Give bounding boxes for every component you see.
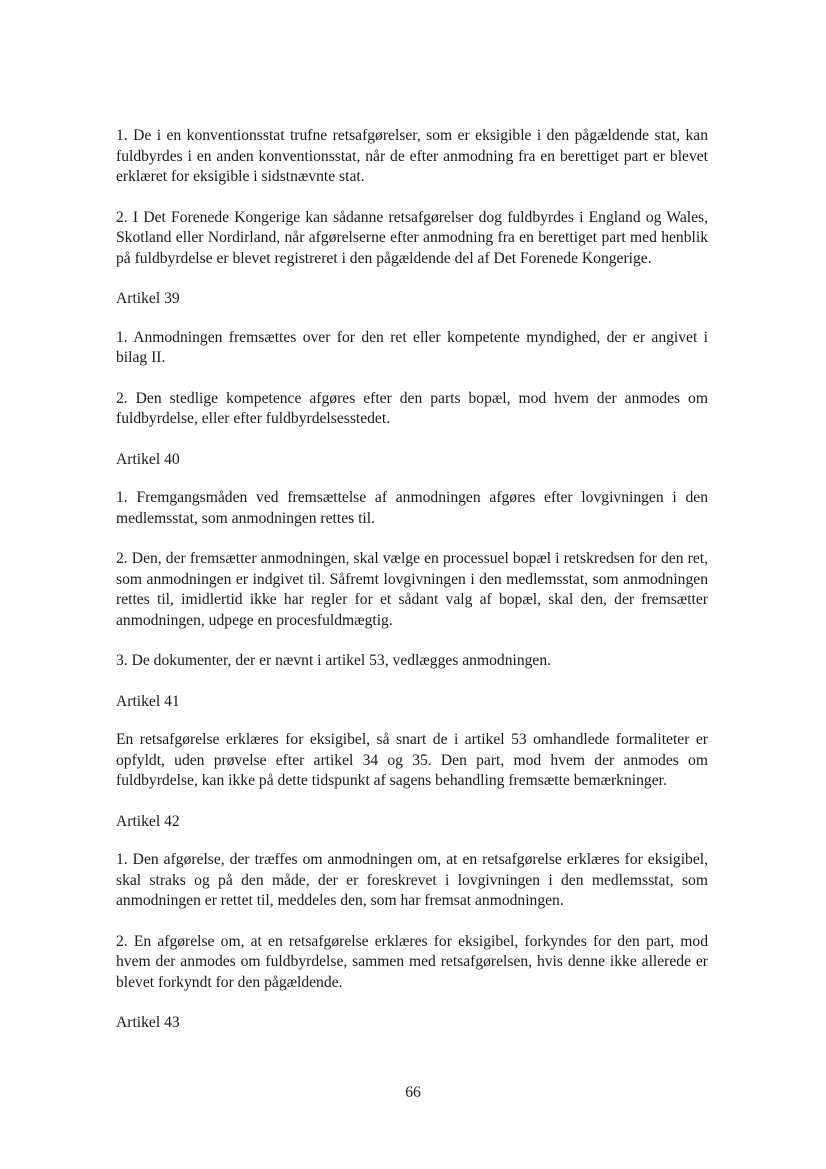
paragraph-art40-2: 2. Den, der fremsætter anmodningen, skal vælge en processuel bopæl i retskredsen for den ret, som anmodningen er indgivet til. Såfremt lovgivningen i den medlemsstat, som anmodningen rettes til, imidlertid ikke har regler for et sådant valg af bopæl, skal den, der fremsætter anmodningen, udpege en procesfuldmægtig. bbox=[116, 550, 708, 629]
heading-artikel-40: Artikel 40 bbox=[116, 450, 180, 468]
heading-artikel-42: Artikel 42 bbox=[116, 812, 180, 830]
heading-artikel-41: Artikel 41 bbox=[116, 692, 180, 710]
heading-artikel-43: Artikel 43 bbox=[116, 1014, 180, 1031]
document-body bbox=[116, 126, 708, 1034]
paragraph-art38-1: 1. De i en konventionsstat trufne retsafgørelser, som er eksigible i den pågældende stat, kan fuldbyrdes i en anden konventionsstat, når de efter anmodning fra en berettiget part er blevet erklæret for eksigible i sidstnævnte stat. bbox=[116, 127, 708, 185]
paragraph-art40-3: 3. De dokumenter, der er nævnt i artikel 53, vedlægges anmodningen. bbox=[116, 652, 552, 669]
page-number: 66 bbox=[405, 1084, 421, 1101]
paragraph-art39-2: 2. Den stedlige kompetence afgøres efter den parts bopæl, mod hvem der anmodes om fuldbyrdelse, eller efter fuldbyrdelsesstedet. bbox=[116, 389, 708, 427]
paragraph-art41: En retsafgørelse erklæres for eksigibel, så snart de i artikel 53 omhandlede formaliteter er opfyldt, uden prøvelse efter artikel 34 og 35. Den part, mod hvem der anmodes om fuldbyrdelse, kan ikke på dette tidspunkt af sagens behandling fremsætte bemærkninger. bbox=[116, 731, 708, 789]
paragraph-art38-2: 2. I Det Forenede Kongerige kan sådanne retsafgørelser dog fuldbyrdes i England og Wales, Skotland eller Nordirland, når afgørelserne efter anmodning fra en berettiget part med henblik på fuldbyrdelse er blevet registreret i den pågældende del af Det Forenede Kongerige. bbox=[116, 208, 708, 267]
paragraph-art39-1: 1. Anmodningen fremsættes over for den ret eller kompetente myndighed, der er angivet i bilag II. bbox=[116, 328, 708, 366]
paragraph-art40-1: 1. Fremgangsmåden ved fremsættelse af anmodningen afgøres efter lovgivningen i den medlemsstat, som anmodningen rettes til. bbox=[116, 489, 708, 527]
paragraph-art42-2: 2. En afgørelse om, at en retsafgørelse erklæres for eksigibel, forkyndes for den part, mod hvem der anmodes om fuldbyrdelse, sammen med retsafgørelsen, hvis denne ikke allerede er blevet forkyndt for den pågældende. bbox=[116, 932, 708, 991]
paragraph-art42-1: 1. Den afgørelse, der træffes om anmodningen om, at en retsafgørelse erklæres for eksigibel, skal straks og på den måde, der er foreskrevet i lovgivningen i den medlemsstat, som anmodningen er rettet til, meddeles den, som har fremsat anmodningen. bbox=[116, 851, 708, 909]
heading-artikel-39: Artikel 39 bbox=[116, 290, 180, 307]
